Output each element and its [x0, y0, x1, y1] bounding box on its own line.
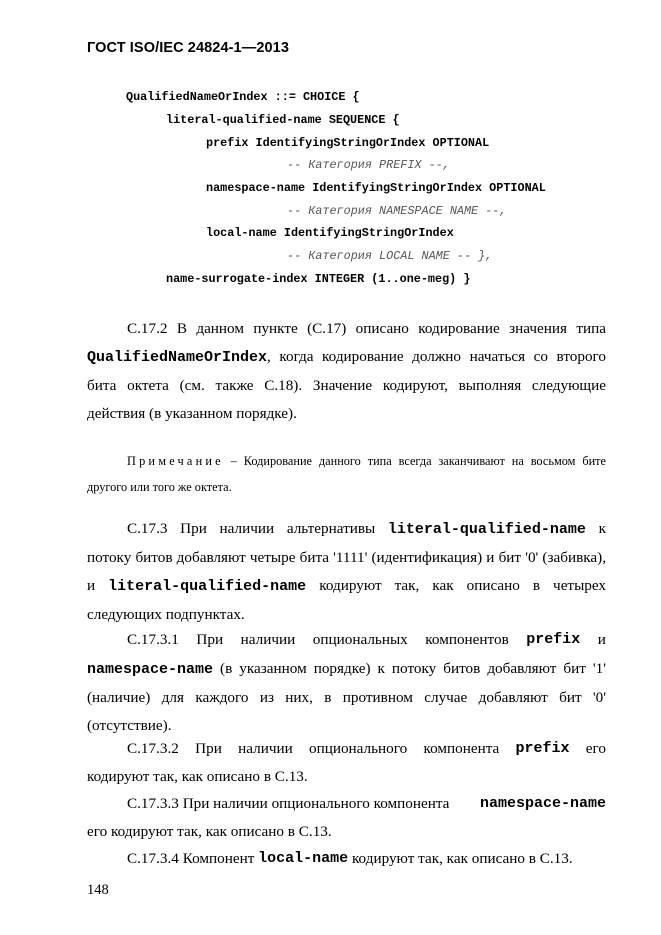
text: При: [195, 740, 222, 757]
code-line: namespace-name IdentifyingStringOrIndex OPTIONAL: [206, 181, 546, 195]
paragraph-c17-3-4: [87, 850, 606, 868]
code-term: namespace-name: [87, 661, 214, 678]
code-term: prefix: [526, 631, 581, 648]
text: и: [597, 631, 606, 648]
paragraph-c17-3-2-first-line: [87, 740, 606, 758]
text: к потоку битов добавляют четыре бита '1111' (идентификация) и бит '0' (забивка), и: [87, 520, 607, 594]
text: , когда кодирование должно начаться со второго бита октета (см. также С.18). Значение кодируют, выполняя следующие действия (в указанном порядке).: [87, 348, 606, 422]
text: С.17.3.2: [127, 740, 179, 757]
text: компонента: [423, 740, 500, 757]
text: С.17.3 При наличии альтернативы: [127, 520, 376, 537]
note-label: Примечание: [127, 454, 224, 468]
paragraph-c17-3-2-rest: кодируют так, как описано в С.13.: [87, 768, 308, 785]
code-term: literal-qualified-name: [108, 578, 307, 595]
note-text: – Кодирование данного типа всегда заканчивают на восьмом бите другого или того же октета.: [87, 454, 606, 494]
code-comment: -- Категория NAMESPACE NAME --,: [287, 204, 507, 218]
paragraph-c17-3-3-rest: его кодируют так, как описано в С.13.: [87, 823, 332, 840]
text: компонентов: [425, 631, 509, 648]
text: наличии: [238, 740, 293, 757]
text: его: [585, 740, 606, 757]
paragraph-c17-3-1: [87, 655, 606, 740]
code-line: literal-qualified-name SEQUENCE {: [166, 113, 400, 127]
text: С.17.3.3 При наличии опционального компонента: [127, 795, 450, 812]
paragraph-c17-2: [87, 315, 606, 428]
code-line: name-surrogate-index INTEGER (1..one-meg) }: [166, 272, 471, 286]
text: кодируют так, как описано в четырех следующих подпунктах.: [87, 577, 607, 623]
note: [87, 448, 606, 500]
code-line: prefix IdentifyingStringOrIndex OPTIONAL: [206, 136, 490, 150]
paragraph-c17-3: [87, 515, 606, 629]
code-term: namespace-name: [479, 795, 606, 812]
code-term: literal-qualified-name: [387, 521, 586, 538]
text: При: [196, 631, 224, 648]
code-term: prefix: [515, 740, 570, 757]
text: опциональных: [312, 631, 408, 648]
document-header: ГОСТ ISO/IEC 24824-1—2013: [87, 40, 289, 56]
text: С.17.3.1: [127, 631, 179, 648]
page-number: 148: [87, 882, 109, 898]
paragraph-c17-3-1-first-line: [87, 631, 606, 649]
text: наличии: [240, 631, 296, 648]
paragraph-c17-3-3-first-line: [87, 795, 606, 813]
code-term: local-name: [258, 850, 349, 867]
text: кодируют так, как описано в С.13.: [351, 850, 573, 867]
text: С.17.3.4 Компонент: [127, 850, 255, 867]
code-line: QualifiedNameOrIndex ::= CHOICE {: [126, 90, 360, 104]
code-comment: -- Категория PREFIX --,: [287, 158, 450, 172]
text: С.17.2 В данном пункте (С.17) описано кодирование значения типа: [127, 320, 606, 337]
text: опционального: [308, 740, 408, 757]
code-line: local-name IdentifyingStringOrIndex: [206, 226, 454, 240]
text: (в указанном порядке) к потоку битов добавляют бит '1' (наличие) для каждого из них, в противном случае добавляют бит '0' (отсутствие).: [87, 660, 607, 734]
code-term: QualifiedNameOrIndex: [87, 349, 268, 366]
code-comment: -- Категория LOCAL NAME -- },: [287, 249, 493, 263]
